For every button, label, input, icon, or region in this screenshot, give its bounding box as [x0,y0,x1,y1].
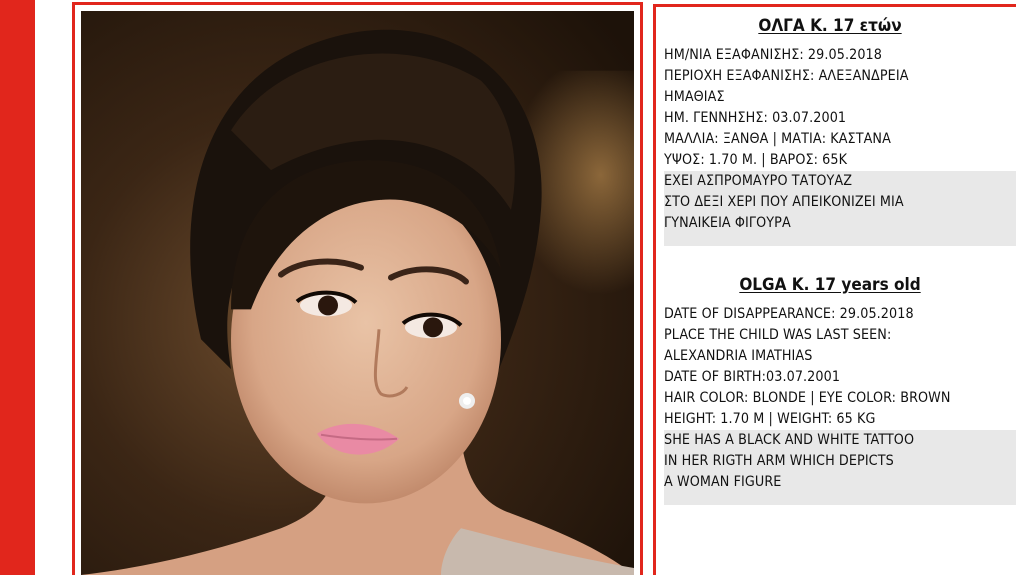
info-panel [653,4,1016,575]
photo-frame [72,2,643,575]
english-tattoo-line: A WOMAN FIGURE [664,474,782,490]
greek-info-line: ΗΜ. ΓΕΝΝΗΣΗΣ: 03.07.2001 [664,110,847,126]
english-info-line: HAIR COLOR: BLONDE | EYE COLOR: BROWN [664,390,951,406]
greek-tattoo-line: ΕΧΕΙ ΑΣΠΡΟΜΑΥΡΟ ΤΑΤΟΥΑΖ [664,173,853,189]
english-info-line: ALEXANDRIA IMATHIAS [664,348,813,364]
english-title: OLGA K. 17 years old [739,275,921,295]
greek-info-line: ΗΜΑΘΙΑΣ [664,89,725,105]
english-tattoo-description [664,430,1016,505]
greek-title: ΟΛΓΑ Κ. 17 ετών [758,16,902,36]
english-tattoo-line: IN HER RIGTH ARM WHICH DEPICTS [664,453,894,469]
red-side-bar [0,0,35,575]
portrait-photo-icon [81,11,634,575]
english-info-line: HEIGHT: 1.70 M | WEIGHT: 65 KG [664,411,876,427]
greek-tattoo-description [664,171,1016,246]
english-info-line: DATE OF BIRTH:03.07.2001 [664,369,841,385]
greek-info-line: ΜΑΛΛΙΑ: ΞΑΝΘΑ | ΜΑΤΙΑ: ΚΑΣΤΑΝΑ [664,131,891,147]
english-info-line: DATE OF DISAPPEARANCE: 29.05.2018 [664,306,914,322]
greek-info-line: ΥΨΟΣ: 1.70 Μ. | ΒΑΡΟΣ: 65Κ [664,152,848,168]
greek-tattoo-line: ΣΤΟ ΔΕΞΙ ΧΕΡΙ ΠΟΥ ΑΠΕΙΚΟΝΙΖΕΙ ΜΙΑ [664,194,904,210]
english-tattoo-line: SHE HAS A BLACK AND WHITE TATTOO [664,432,915,448]
greek-tattoo-line: ΓΥΝΑΙΚΕΙΑ ΦΙΓΟΥΡΑ [664,215,791,231]
greek-info-line: ΠΕΡΙΟΧΗ ΕΞΑΦΑΝΙΣΗΣ: ΑΛΕΞΑΝΔΡΕΙΑ [664,68,909,84]
missing-person-photo [81,11,634,575]
greek-info-line: ΗΜ/ΝΙΑ ΕΞΑΦΑΝΙΣΗΣ: 29.05.2018 [664,47,882,63]
english-info-line: PLACE THE CHILD WAS LAST SEEN: [664,327,892,343]
